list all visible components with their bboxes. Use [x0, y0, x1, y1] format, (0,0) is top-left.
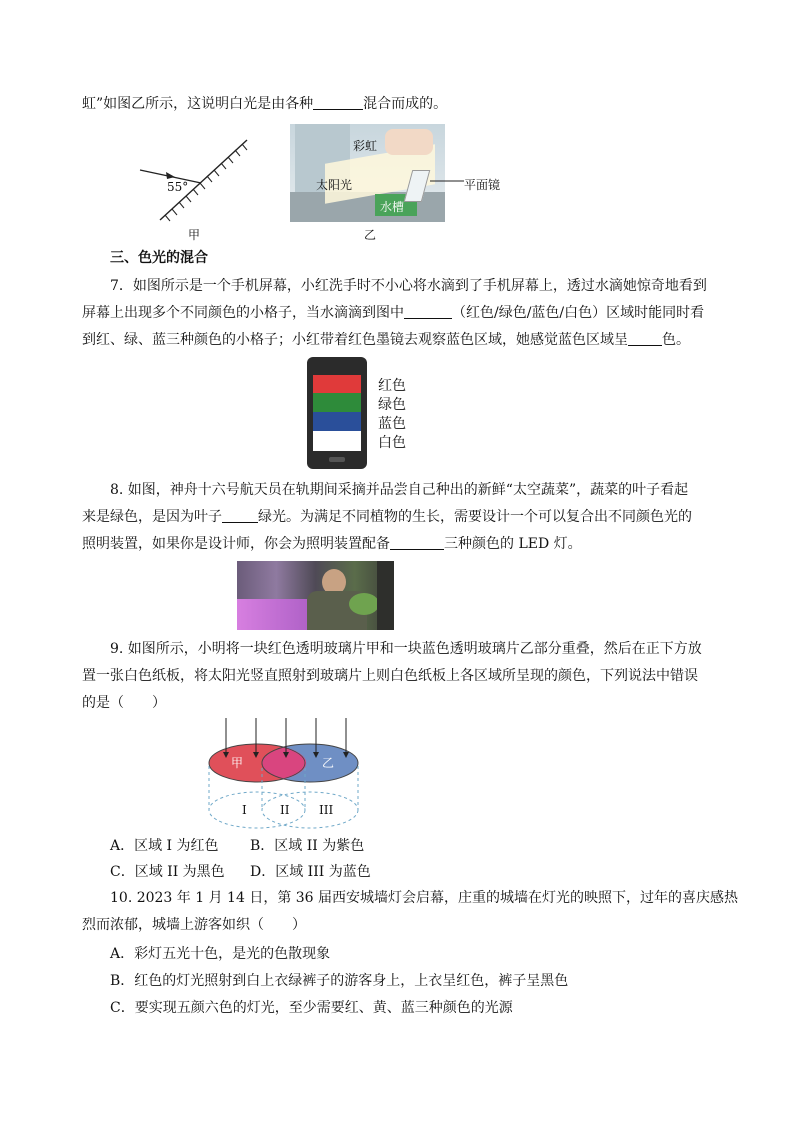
- q9-option-c[interactable]: C．区域 II 为黑色: [110, 864, 225, 880]
- q9-line1: 9. 如图所示，小明将一块红色透明玻璃片甲和一块蓝色透明玻璃片乙部分重叠，然后在正下方放: [110, 641, 702, 657]
- q10-option-c[interactable]: C．要实现五颜六色的灯光，至少需要红、黄、蓝三种颜色的光源: [110, 1000, 513, 1016]
- q9-option-b[interactable]: B．区域 II 为紫色: [250, 838, 365, 854]
- figure-yi-caption: 乙: [364, 228, 377, 242]
- q7-line2: [82, 303, 704, 323]
- q9-option-d[interactable]: D．区域 III 为蓝色: [250, 864, 371, 880]
- q7-text: （红色/绿色/蓝色/白色）区域时能同时看: [452, 305, 705, 321]
- mirror-pointer-line: [430, 176, 464, 186]
- q8-line3: [82, 534, 582, 554]
- sunlight-label: 太阳光: [316, 178, 353, 192]
- q10-option-a[interactable]: A．彩灯五光十色，是光的色散现象: [110, 946, 331, 962]
- q8-text: 绿光。为满足不同植物的生长，需要设计一个可以复合出不同颜色光的: [258, 509, 692, 525]
- figure-jia-caption: 甲: [188, 228, 201, 242]
- q8-text: 三种颜色的 LED 灯。: [444, 536, 582, 552]
- q8-text: 照明装置，如果你是设计师，你会为照明装置配备: [82, 536, 390, 552]
- figure-jia-mirror: [135, 135, 255, 225]
- phone-home-button: [329, 457, 345, 462]
- q9-line2: 置一张白色纸板，将太阳光竖直照射到玻璃片上则白色纸板上各区域所呈现的颜色，下列说法中错误: [82, 668, 698, 684]
- q7-line1: 7．如图所示是一个手机屏幕，小红洗手时不小心将水滴到了手机屏幕上，透过水滴她惊奇地看到: [110, 278, 707, 294]
- region-3-label: III: [319, 803, 334, 817]
- label-green: 绿色: [378, 397, 406, 413]
- screen-green-area: [313, 393, 361, 412]
- screen-white-area: [313, 431, 361, 451]
- q6-tail-line: [82, 94, 447, 114]
- angle-label: 55°: [167, 180, 189, 194]
- label-red: 红色: [378, 378, 406, 394]
- answer-blank[interactable]: [222, 508, 258, 523]
- region-1-label: I: [242, 803, 247, 817]
- section-heading: 三、色光的混合: [110, 250, 208, 266]
- q9-option-a[interactable]: A．区域 I 为红色: [110, 838, 219, 854]
- tank-label: 水槽: [380, 200, 405, 214]
- glass-yi-label: 乙: [322, 756, 335, 770]
- q6-text-b: 混合而成的。: [363, 96, 448, 112]
- q10-option-b[interactable]: B．红色的灯光照射到白上衣绿裤子的游客身上，上衣呈红色，裤子呈黑色: [110, 973, 569, 989]
- q10-line2: 烈而浓郁，城墙上游客如织（ ）: [82, 917, 306, 933]
- label-blue: 蓝色: [378, 416, 406, 432]
- answer-blank[interactable]: [628, 331, 662, 346]
- q8-line2: [82, 507, 692, 527]
- label-white: 白色: [378, 435, 406, 451]
- screen-red-area: [313, 375, 361, 393]
- mirror-label: 平面镜: [464, 178, 501, 192]
- answer-blank[interactable]: [390, 535, 444, 550]
- glass-jia-label: 甲: [231, 756, 244, 770]
- screen-blue-area: [313, 412, 361, 431]
- q7-text: 色。: [662, 332, 690, 348]
- q7-line3: [82, 330, 690, 350]
- q8-text: 来是绿色，是因为叶子: [82, 509, 222, 525]
- q8-line1: 8. 如图，神舟十六号航天员在轨期间采摘并品尝自己种出的新鲜“太空蔬菜”，蔬菜的叶子看起: [110, 482, 689, 498]
- q7-text: 屏幕上出现多个不同颜色的小格子，当水滴滴到图中: [82, 305, 404, 321]
- phone-figure: [307, 357, 367, 469]
- answer-blank[interactable]: [313, 95, 363, 110]
- q10-line1: 10. 2023 年 1 月 14 日，第 36 届西安城墙灯会启幕，庄重的城墙在灯光的映照下，过年的喜庆感热: [110, 890, 739, 906]
- astronaut-photo: [237, 561, 394, 630]
- q7-text: 到红、绿、蓝三种颜色的小格子；小红带着红色墨镜去观察蓝色区域，她感觉蓝色区域呈: [82, 332, 628, 348]
- q6-text-a: 虹”如图乙所示，这说明白光是由各种: [82, 96, 314, 112]
- region-2-label: II: [280, 803, 290, 817]
- rainbow-label: 彩虹: [353, 139, 378, 153]
- q9-line3: 的是（ ）: [82, 695, 166, 711]
- answer-blank[interactable]: [404, 304, 452, 319]
